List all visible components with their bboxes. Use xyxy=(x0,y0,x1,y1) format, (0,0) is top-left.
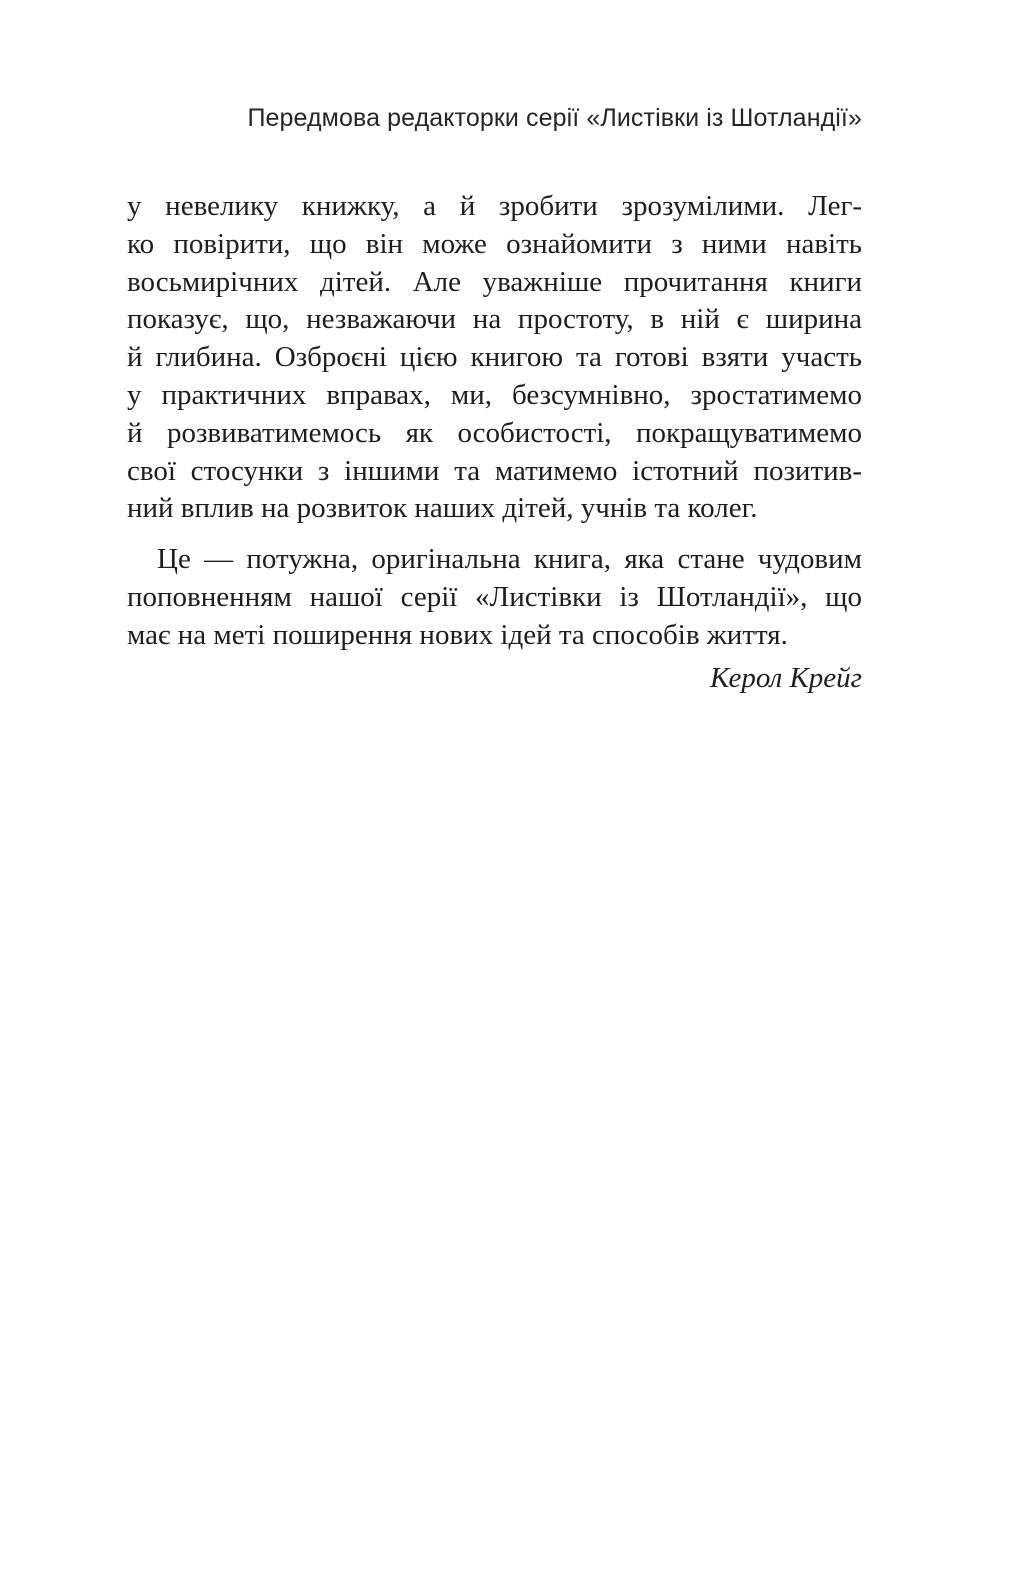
text-line: у практичних вправах, ми, безсумнівно, зростатимемо xyxy=(127,378,862,411)
text-line: свої стосунки з іншими та матимемо істотний позитив- xyxy=(127,454,862,487)
text-line: має на меті поширення нових ідей та способів життя. xyxy=(127,618,788,651)
text-line: восьмирічних дітей. Але уважніше прочитання книги xyxy=(127,265,862,298)
text-line: Це — потужна, оригінальна книга, яка стане чудовим xyxy=(157,543,862,576)
text-line: ко повірити, що він може ознайомити з ними навіть xyxy=(127,227,862,260)
paragraph-1 xyxy=(127,188,862,528)
text-line: ний вплив на розвиток наших дітей, учнів та колег. xyxy=(127,492,758,525)
text-line: поповненням нашої серії «Листівки із Шотландії», що xyxy=(127,580,862,613)
text-line: у невелику книжку, а й зробити зрозумілими. Лег- xyxy=(127,190,862,222)
paragraph-2 xyxy=(127,541,862,654)
running-header: Передмова редакторки серії «Листівки із Шотландії» xyxy=(247,104,862,132)
text-line: показує, що, незважаючи на простоту, в ній є ширина xyxy=(127,303,862,336)
text-line: й розвиватимемось як особистості, покращуватимемо xyxy=(127,416,862,449)
author-signature: Керол Крейг xyxy=(709,661,862,694)
text-line: й глибина. Озброєні цією книгою та готові взяти участь xyxy=(127,341,862,374)
body-text xyxy=(127,188,862,697)
